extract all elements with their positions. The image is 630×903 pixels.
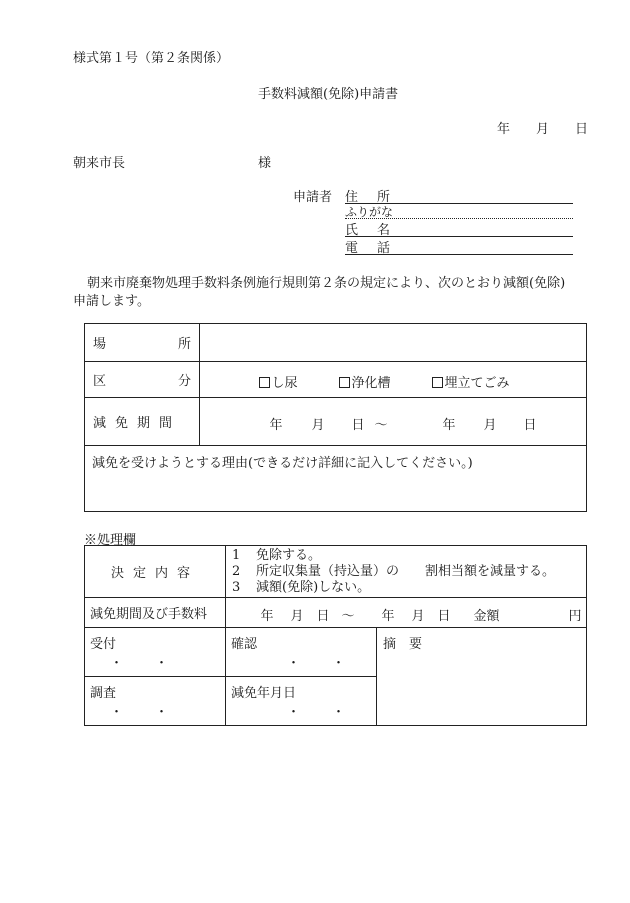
period-input[interactable]: 年 月 日 ～ 年 月 日 [200, 398, 587, 446]
name-label-a: 氏 [345, 223, 359, 238]
summary-cell[interactable] [377, 628, 587, 726]
address-label-a: 住 [345, 190, 359, 205]
place-label: 場 所 [85, 324, 200, 362]
decision-item[interactable]: 1 免除する。 [232, 547, 322, 563]
decision-item[interactable]: 2 所定収集量（持込量）の 割相当額を減量する。 [232, 563, 556, 579]
decision-items [226, 546, 587, 598]
application-table [84, 323, 587, 512]
checkbox-icon[interactable] [432, 377, 443, 388]
honorific: 様 [258, 156, 272, 171]
yen-label: 円 [568, 608, 582, 624]
furigana-label: ふりがな [345, 205, 394, 219]
amount-label: 金額 [473, 608, 500, 624]
date-tsuki: 月 [536, 122, 550, 137]
checkbox-icon[interactable] [339, 377, 350, 388]
period-label: 減免期間 [85, 398, 200, 446]
processing-label: ※処理欄 [84, 533, 137, 548]
processing-table [84, 545, 587, 726]
option-umetate[interactable]: 埋立てごみ [432, 372, 510, 391]
reason-label: 減免を受けようとする理由(できるだけ詳細に記入してください。) [92, 456, 473, 471]
inspected-cell[interactable]: 調査 ・ ・ [85, 677, 226, 726]
phone-label-b: 話 [377, 241, 391, 256]
confirmed-cell[interactable]: 確認 ・ ・ [226, 628, 377, 677]
date-hi: 日 [575, 122, 589, 137]
date-nen: 年 [497, 122, 511, 137]
fee-label: 減免期間及び手数料 [85, 598, 226, 628]
address-field[interactable] [345, 186, 573, 204]
place-input[interactable] [200, 324, 587, 362]
body-text-line2: 申請します。 [73, 294, 150, 309]
received-cell[interactable]: 受付 ・ ・ [85, 628, 226, 677]
phone-field[interactable] [345, 237, 573, 255]
category-options [200, 362, 587, 398]
form-number: 様式第１号（第２条関係） [73, 51, 230, 66]
phone-label-a: 電 [345, 241, 359, 256]
category-label: 区 分 [85, 362, 200, 398]
tilde: ～ [374, 417, 388, 433]
decision-item[interactable]: 3 減額(免除)しない。 [232, 579, 371, 595]
summary-label: 摘 要 [383, 637, 423, 652]
reason-field[interactable] [85, 446, 587, 512]
fee-input[interactable]: 年 月 日 ～ 年 月 日 金額 円 [226, 598, 587, 628]
checkbox-icon[interactable] [259, 377, 270, 388]
name-label-b: 名 [377, 223, 391, 238]
decision-label: 決定内容 [85, 546, 226, 598]
furigana-field[interactable] [345, 203, 573, 219]
applicant-label: 申請者 [293, 190, 333, 205]
address-label-b: 所 [377, 190, 391, 205]
reduction-date-cell[interactable]: 減免年月日 ・ ・ [226, 677, 377, 726]
option-johkaso[interactable]: 浄化槽 [339, 372, 391, 391]
form-title: 手数料減額(免除)申請書 [258, 87, 399, 102]
option-shinyo[interactable]: し尿 [259, 372, 298, 391]
addressee: 朝来市長 [73, 156, 126, 171]
body-text-line1: 朝来市廃棄物処理手数料条例施行規則第２条の規定により、次のとおり減額(免除) [87, 276, 566, 291]
name-field[interactable] [345, 219, 573, 237]
